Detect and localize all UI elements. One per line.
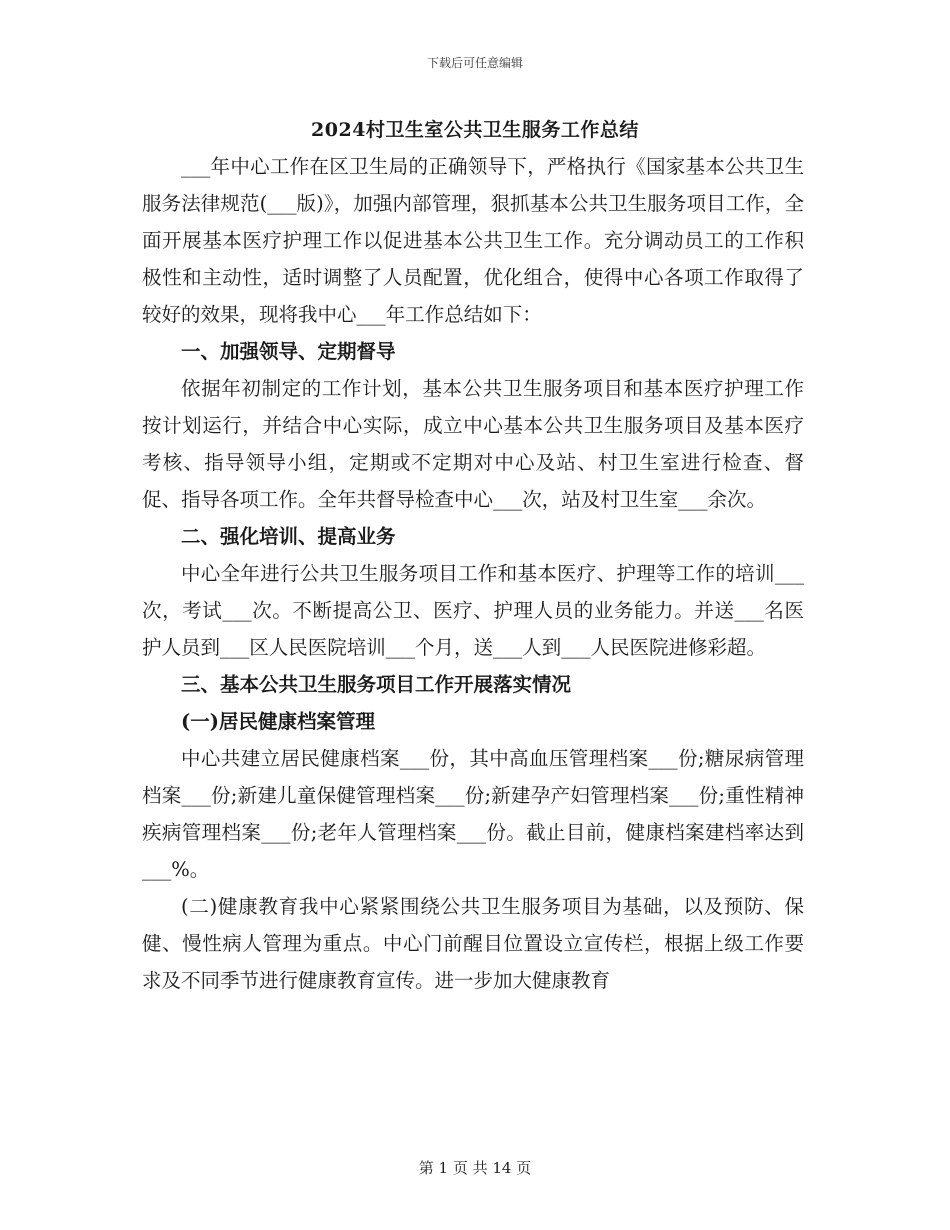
page-number-footer: 第 1 页 共 14 页 xyxy=(418,1159,532,1177)
section-2-paragraph: 中心全年进行公共卫生服务项目工作和基本医疗、护理等工作的培训___次，考试___次。不断提高公卫、医疗、护理人员的业务能力。并送___名医护人员到___区人民医院培训___个月，送___人到___人民医院进修彩超。 xyxy=(142,562,804,659)
intro-paragraph: ___年中心工作在区卫生局的正确领导下，严格执行《国家基本公共卫生服务法律规范(___版)》，加强内部管理，狠抓基本公共卫生服务项目工作，全面开展基本医疗护理工作以促进基本公共卫生工作。充分调动员工的工作积极性和主动性，适时调整了人员配置，优化组合，使得中心各项工作取得了较好的效果，现将我中心___年工作总结如下： xyxy=(142,155,804,326)
document-body xyxy=(142,148,804,999)
header-note: 下载后可任意编辑 xyxy=(426,56,523,70)
section-3-sub1-paragraph: 中心共建立居民健康档案___份，其中高血压管理档案___份;糖尿病管理档案___份;新建儿童保健管理档案___份;新建孕产妇管理档案___份;重性精神疾病管理档案___份;老年人管理档案___份。截止目前，健康档案建档率达到___%。 xyxy=(142,747,804,881)
section-3-sub1-heading: (一)居民健康档案管理 xyxy=(181,710,375,733)
section-1-heading: 一、加强领导、定期督导 xyxy=(181,340,396,363)
section-1-paragraph: 依据年初制定的工作计划，基本公共卫生服务项目和基本医疗护理工作按计划运行，并结合中心实际，成立中心基本公共卫生服务项目及基本医疗考核、指导领导小组，定期或不定期对中心及站、村卫生室进行检查、督促、指导各项工作。全年共督导检查中心___次，站及村卫生室___余次。 xyxy=(142,377,804,511)
section-2-heading: 二、强化培训、提高业务 xyxy=(181,525,396,548)
section-3-heading: 三、基本公共卫生服务项目工作开展落实情况 xyxy=(181,673,572,696)
document-title: 2024村卫生室公共卫生服务工作总结 xyxy=(311,119,639,141)
section-3-sub2-paragraph: (二)健康教育我中心紧紧围绕公共卫生服务项目为基础，以及预防、保健、慢性病人管理为重点。中心门前醒目位置设立宣传栏，根据上级工作要求及不同季节进行健康教育宣传。进一步加大健康教育 xyxy=(142,895,804,992)
